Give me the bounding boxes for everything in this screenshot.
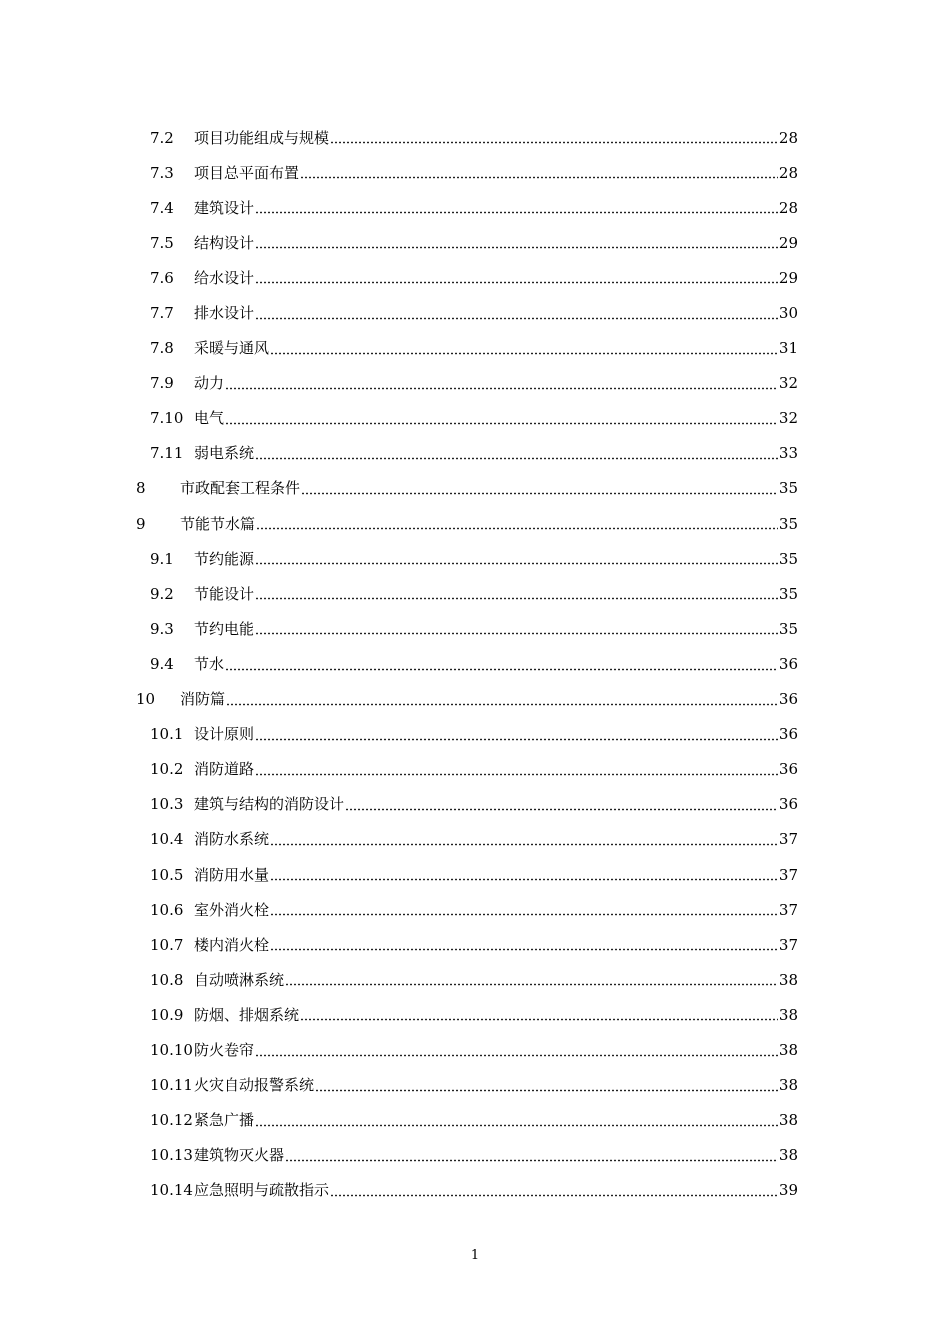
toc-entry-page: 37 (778, 865, 798, 884)
toc-entry-number: 10.11 (150, 1076, 193, 1095)
toc-entry-number: 7.3 (150, 163, 174, 182)
toc-entry-page: 30 (778, 304, 798, 323)
toc-entry[interactable] (0, 471, 950, 506)
dot-leader (255, 306, 778, 320)
toc-entry-page: 28 (778, 163, 798, 182)
toc-entry-title: 应急照明与疏散指示 (194, 1181, 330, 1200)
dot-leader (300, 1007, 778, 1021)
toc-entry-number: 9.1 (150, 549, 174, 568)
toc-entry[interactable] (0, 120, 950, 155)
dot-leader (301, 481, 778, 495)
dot-leader (270, 867, 778, 881)
toc-entry-page: 33 (778, 444, 798, 463)
toc-entry-number: 10.4 (150, 830, 184, 849)
page-number: 1 (470, 1248, 480, 1263)
toc-entry-number: 10.6 (150, 900, 184, 919)
dot-leader (345, 797, 778, 811)
toc-entry[interactable] (0, 506, 950, 541)
toc-entry-page: 37 (778, 935, 798, 954)
toc-entry[interactable] (0, 892, 950, 927)
table-of-contents (0, 120, 950, 1208)
toc-entry-number: 10.10 (150, 1040, 193, 1059)
toc-entry[interactable] (0, 717, 950, 752)
toc-entry-page: 35 (778, 514, 798, 533)
toc-entry-page: 28 (778, 198, 798, 217)
toc-entry-number: 10.12 (150, 1111, 193, 1130)
toc-entry[interactable] (0, 541, 950, 576)
dot-leader (255, 446, 778, 460)
toc-entry-title: 室外消火栓 (194, 900, 270, 919)
toc-entry[interactable] (0, 1068, 950, 1103)
toc-entry-page: 35 (778, 584, 798, 603)
dot-leader (225, 657, 778, 671)
dot-leader (285, 972, 778, 986)
toc-entry-page: 38 (778, 1076, 798, 1095)
toc-entry-number: 7.2 (150, 128, 174, 147)
toc-entry-number: 7.9 (150, 374, 174, 393)
dot-leader (315, 1078, 778, 1092)
dot-leader (225, 376, 778, 390)
toc-entry-page: 31 (778, 339, 798, 358)
dot-leader (255, 551, 778, 565)
toc-entry[interactable] (0, 225, 950, 260)
dot-leader (270, 902, 778, 916)
toc-entry[interactable] (0, 576, 950, 611)
toc-entry-page: 36 (778, 725, 798, 744)
toc-entry-page: 38 (778, 1111, 798, 1130)
toc-entry-title: 防火卷帘 (194, 1040, 255, 1059)
toc-entry-number: 7.7 (150, 304, 174, 323)
toc-entry-title: 建筑物灭火器 (194, 1146, 285, 1165)
toc-entry-number: 7.5 (150, 233, 174, 252)
toc-entry-title: 电气 (194, 409, 225, 428)
dot-leader (270, 937, 778, 951)
dot-leader (225, 411, 778, 425)
toc-entry-title: 紧急广播 (194, 1111, 255, 1130)
toc-entry-title: 防烟、排烟系统 (194, 1005, 300, 1024)
toc-entry[interactable] (0, 331, 950, 366)
toc-entry-page: 29 (778, 268, 798, 287)
toc-entry-title: 火灾自动报警系统 (194, 1076, 315, 1095)
toc-entry-number: 10.1 (150, 725, 184, 744)
toc-entry[interactable] (0, 646, 950, 681)
toc-entry-number: 10 (136, 690, 156, 709)
toc-entry-page: 35 (778, 619, 798, 638)
toc-entry-title: 消防道路 (194, 760, 255, 779)
toc-entry-title: 结构设计 (194, 233, 255, 252)
toc-entry-number: 10.5 (150, 865, 184, 884)
dot-leader (255, 1043, 778, 1057)
toc-entry[interactable] (0, 822, 950, 857)
toc-entry-page: 29 (778, 233, 798, 252)
toc-entry-page: 32 (778, 374, 798, 393)
toc-entry-title: 项目总平面布置 (194, 163, 300, 182)
dot-leader (255, 1113, 778, 1127)
toc-entry[interactable] (0, 1103, 950, 1138)
toc-entry-page: 32 (778, 409, 798, 428)
toc-entry[interactable] (0, 401, 950, 436)
toc-entry-number: 10.3 (150, 795, 184, 814)
dot-leader (255, 727, 778, 741)
toc-entry-title: 采暖与通风 (194, 339, 270, 358)
dot-leader (255, 270, 778, 284)
toc-entry[interactable] (0, 190, 950, 225)
dot-leader (255, 762, 778, 776)
toc-entry-number: 9 (136, 514, 146, 533)
dot-leader (330, 1183, 778, 1197)
toc-entry-title: 动力 (194, 374, 225, 393)
toc-entry-page: 35 (778, 479, 798, 498)
toc-entry-page: 39 (778, 1181, 798, 1200)
toc-entry[interactable] (0, 155, 950, 190)
toc-entry-title: 给水设计 (194, 268, 255, 287)
toc-entry-title: 项目功能组成与规模 (194, 128, 330, 147)
toc-entry[interactable] (0, 295, 950, 330)
toc-entry-page: 37 (778, 900, 798, 919)
toc-entry-page: 28 (778, 128, 798, 147)
toc-entry-title: 消防水系统 (194, 830, 270, 849)
toc-entry-page: 37 (778, 830, 798, 849)
toc-entry-number: 7.6 (150, 268, 174, 287)
dot-leader (226, 692, 778, 706)
toc-entry-number: 9.2 (150, 584, 174, 603)
toc-entry[interactable] (0, 927, 950, 962)
toc-entry-title: 建筑设计 (194, 198, 255, 217)
toc-entry-page: 38 (778, 1146, 798, 1165)
toc-entry-number: 7.4 (150, 198, 174, 217)
toc-entry[interactable] (0, 787, 950, 822)
toc-entry-number: 10.8 (150, 970, 184, 989)
toc-entry-title: 消防用水量 (194, 865, 270, 884)
toc-entry[interactable] (0, 752, 950, 787)
toc-entry[interactable] (0, 260, 950, 295)
dot-leader (285, 1148, 778, 1162)
toc-entry[interactable] (0, 1032, 950, 1067)
toc-entry[interactable] (0, 997, 950, 1032)
toc-entry-title: 自动喷淋系统 (194, 970, 285, 989)
toc-entry-title: 节能节水篇 (180, 514, 256, 533)
toc-entry-number: 9.3 (150, 619, 174, 638)
toc-entry-page: 36 (778, 690, 798, 709)
toc-entry-title: 排水设计 (194, 304, 255, 323)
toc-entry-page: 36 (778, 795, 798, 814)
dot-leader (255, 621, 778, 635)
toc-entry-number: 7.10 (150, 409, 184, 428)
dot-leader (255, 200, 778, 214)
dot-leader (255, 235, 778, 249)
toc-entry[interactable] (0, 682, 950, 717)
toc-entry[interactable] (0, 1138, 950, 1173)
toc-entry-number: 10.13 (150, 1146, 193, 1165)
toc-entry-title: 节水 (194, 654, 225, 673)
toc-entry-title: 市政配套工程条件 (180, 479, 301, 498)
dot-leader (270, 832, 778, 846)
toc-entry-number: 9.4 (150, 654, 174, 673)
toc-entry-title: 设计原则 (194, 725, 255, 744)
dot-leader (330, 130, 778, 144)
toc-entry-title: 楼内消火栓 (194, 935, 270, 954)
toc-entry-number: 10.9 (150, 1005, 184, 1024)
dot-leader (256, 516, 778, 530)
toc-entry-page: 38 (778, 1005, 798, 1024)
toc-entry[interactable] (0, 611, 950, 646)
toc-entry-title: 弱电系统 (194, 444, 255, 463)
toc-entry-number: 10.14 (150, 1181, 193, 1200)
toc-entry[interactable] (0, 436, 950, 471)
toc-entry-number: 7.8 (150, 339, 174, 358)
toc-entry-title: 消防篇 (180, 690, 226, 709)
dot-leader (300, 165, 778, 179)
toc-entry-title: 节约能源 (194, 549, 255, 568)
dot-leader (270, 341, 778, 355)
toc-entry[interactable] (0, 857, 950, 892)
toc-entry-number: 10.2 (150, 760, 184, 779)
toc-entry-page: 38 (778, 1040, 798, 1059)
toc-entry-number: 7.11 (150, 444, 184, 463)
toc-entry-page: 36 (778, 654, 798, 673)
toc-entry-title: 节能设计 (194, 584, 255, 603)
toc-entry-title: 建筑与结构的消防设计 (194, 795, 345, 814)
toc-entry-number: 8 (136, 479, 146, 498)
toc-entry-title: 节约电能 (194, 619, 255, 638)
toc-entry[interactable] (0, 962, 950, 997)
toc-entry-page: 35 (778, 549, 798, 568)
dot-leader (255, 586, 778, 600)
toc-entry[interactable] (0, 1173, 950, 1208)
toc-entry-number: 10.7 (150, 935, 184, 954)
toc-entry-page: 36 (778, 760, 798, 779)
toc-entry[interactable] (0, 366, 950, 401)
toc-entry-page: 38 (778, 970, 798, 989)
